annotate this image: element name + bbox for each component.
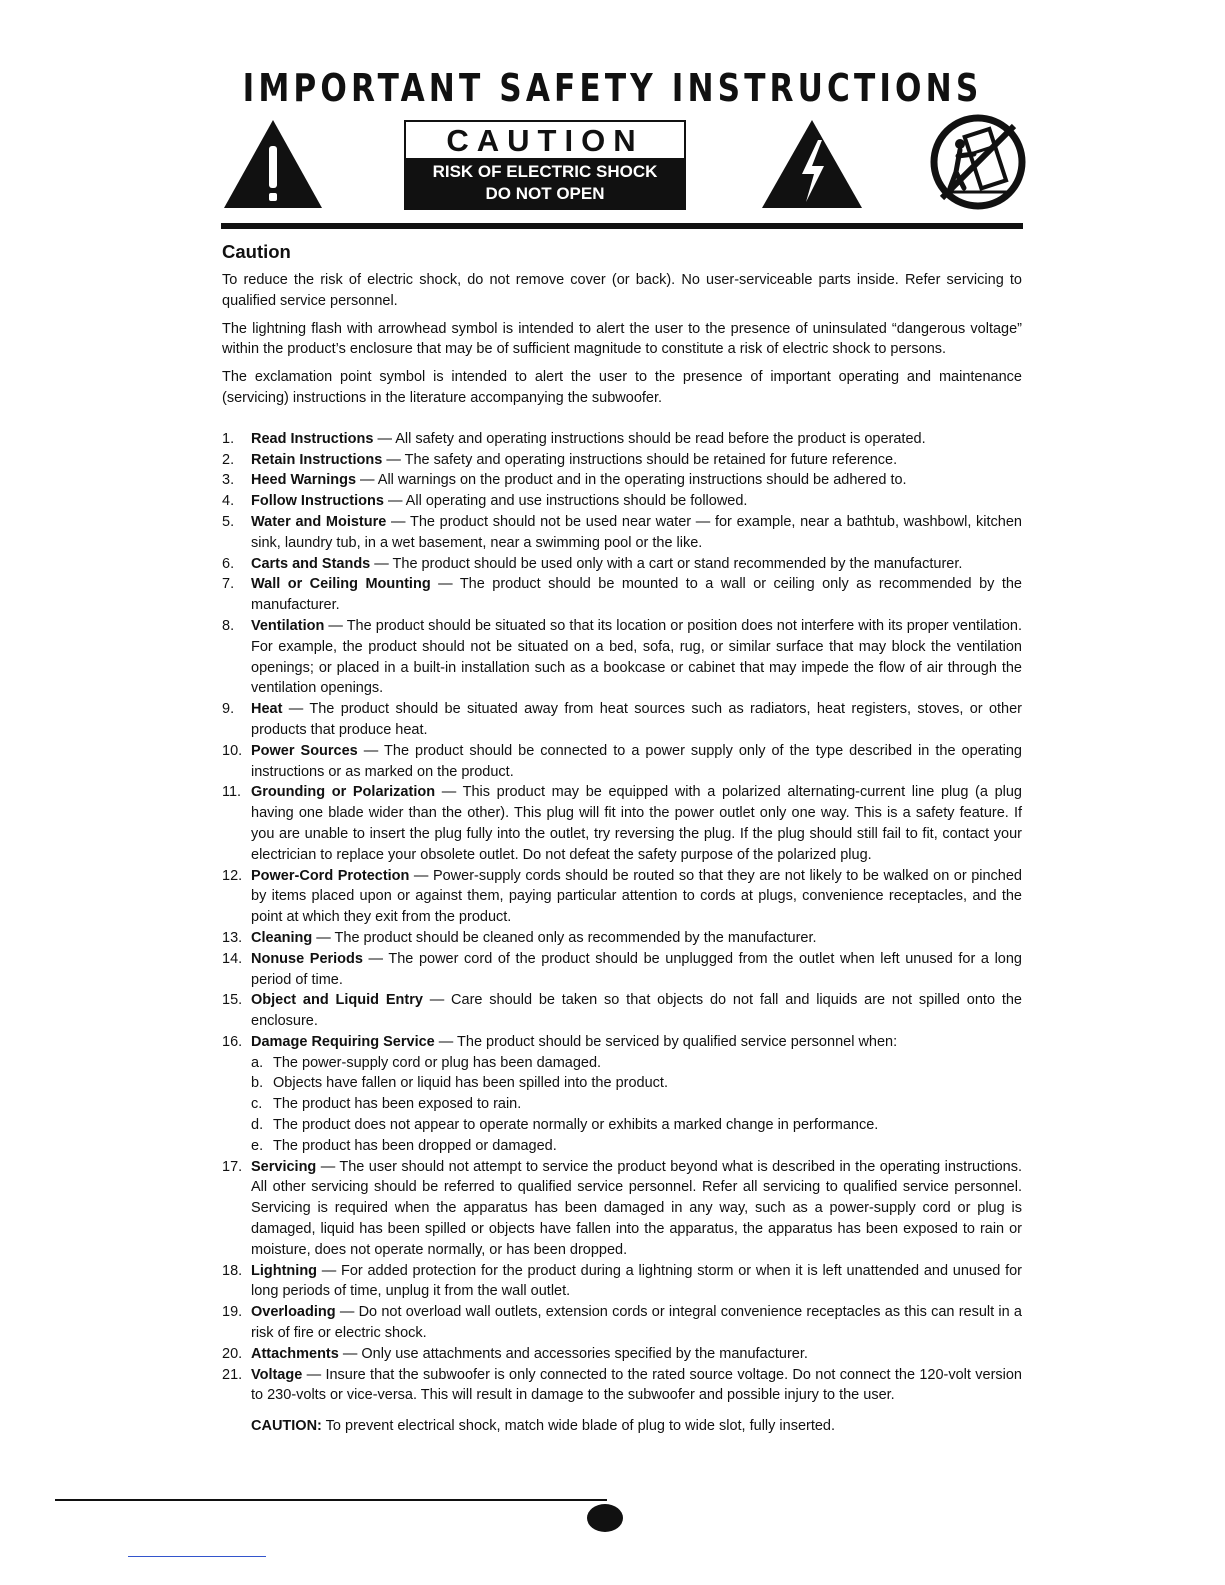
sub-text: Objects have fallen or liquid has been spilled into the product. xyxy=(273,1075,668,1092)
item-number: 6. xyxy=(222,555,235,572)
caution-paragraph: To reduce the risk of electric shock, do not remove cover (or back). No user-serviceable parts inside. Refer servicing to qualified service personnel. xyxy=(222,272,1022,309)
sub-letter: a. xyxy=(251,1054,264,1071)
item-heading: Heat xyxy=(251,701,283,718)
item-number: 12. xyxy=(222,867,243,884)
item-number: 3. xyxy=(222,472,235,489)
item-number: 10. xyxy=(222,742,243,759)
item-text: — This product may be equipped with a polarized alternating-current line plug (a plug having one blade wider than the other). This plug will fit into the power outlet only one way. This is a safety feature. If you are unable to insert the plug fully into the outlet, try reversing the plug. If the plug should still fail to fit, contact your electrician to replace your obsolete outlet. Do not defeat the safety purpose of the polarized plug. xyxy=(251,784,1022,863)
item-number: 8. xyxy=(222,617,235,634)
header-rule xyxy=(221,223,1023,229)
item-text: — The safety and operating instructions should be retained for future reference. xyxy=(382,451,898,468)
item-number: 21. xyxy=(222,1366,243,1383)
damage-sublist xyxy=(251,1053,1022,1157)
instruction-item xyxy=(222,699,1022,741)
item-number: 18. xyxy=(222,1262,243,1279)
item-number: 17. xyxy=(222,1158,243,1175)
instruction-item xyxy=(222,616,1022,699)
caution-box xyxy=(404,120,686,210)
item-heading: Servicing xyxy=(251,1158,317,1175)
cart-tipover-icon xyxy=(930,114,1026,210)
item-heading: Follow Instructions xyxy=(251,493,384,510)
caution-word: CAUTION xyxy=(446,123,644,158)
item-text: — The user should not attempt to service the product beyond what is described in the operating instructions. All other servicing should be referred to qualified service personnel. Refer all servicing to qualified service personnel. Servicing is required when the apparatus has been damaged in any way, such as a power-supply cord or plug is damaged, liquid has been spilled or objects have fallen into the apparatus, the apparatus has been exposed to rain or moisture, does not operate normally, or has been dropped. xyxy=(251,1158,1022,1258)
instruction-item xyxy=(222,1302,1022,1344)
instruction-item xyxy=(222,1157,1022,1261)
item-heading: Attachments xyxy=(251,1345,339,1362)
item-number: 20. xyxy=(222,1345,243,1362)
item-number: 4. xyxy=(222,493,235,510)
item-heading: Grounding or Polarization xyxy=(251,784,436,801)
item-heading: Power Sources xyxy=(251,742,358,759)
instruction-item xyxy=(222,1261,1022,1303)
item-number: 16. xyxy=(222,1033,243,1050)
footnote-label: CAUTION: xyxy=(251,1418,322,1435)
item-heading: Damage Requiring Service xyxy=(251,1033,435,1050)
instruction-item xyxy=(222,866,1022,928)
item-text: — The product should be connected to a power supply only of the type described in the operating instructions or as marked on the product. xyxy=(251,742,1022,780)
item-heading: Voltage xyxy=(251,1366,303,1383)
instruction-item xyxy=(222,470,1022,491)
item-text: — The power cord of the product should be unplugged from the outlet when left unused for a long period of time. xyxy=(251,950,1022,988)
item-text: — The product should be situated away from heat sources such as radiators, heat registers, stoves, or other products that produce heat. xyxy=(251,701,1022,738)
lightning-warning-icon xyxy=(760,118,864,210)
item-number: 13. xyxy=(222,929,243,946)
item-heading: Nonuse Periods xyxy=(251,950,363,967)
item-number: 11. xyxy=(222,784,242,801)
sub-letter: d. xyxy=(251,1117,264,1134)
item-text: — All operating and use instructions should be followed. xyxy=(383,493,748,510)
item-text: — Do not overload wall outlets, extension cords or integral convenience receptacles as this can result in a risk of fire or electric shock. xyxy=(251,1304,1022,1342)
instruction-item xyxy=(222,429,1022,450)
sub-item xyxy=(251,1073,1022,1094)
item-heading: Water and Moisture xyxy=(251,513,387,530)
exclamation-warning-icon xyxy=(222,118,324,210)
sub-text: The product has been dropped or damaged. xyxy=(273,1137,557,1154)
item-text: — Only use attachments and accessories specified by the manufacturer. xyxy=(338,1345,808,1362)
item-number: 14. xyxy=(222,950,243,967)
item-text: — Power-supply cords should be routed so that they are not likely to be walked on or pinched by items placed upon or against them, paying particular attention to cords at plugs, convenience receptacles, and the point at which they exit from the product. xyxy=(251,867,1022,926)
item-number: 2. xyxy=(222,451,235,468)
sub-item xyxy=(251,1115,1022,1136)
instruction-item xyxy=(222,928,1022,949)
caution-footnote xyxy=(222,1416,1022,1437)
page-title: IMPORTANT SAFETY INSTRUCTIONS xyxy=(242,66,983,110)
item-number: 5. xyxy=(222,513,235,530)
instruction-item xyxy=(222,512,1022,554)
sub-text: The product does not appear to operate normally or exhibits a marked change in performance. xyxy=(273,1117,879,1134)
item-text: — The product should be situated so that its location or position does not interfere with its proper ventilation. For example, the product should not be situated on a bed, sofa, rug, or similar surface that may block the ventilation openings; or placed in a built-in installation such as a bookcase or cabinet that may impede the flow of air through the ventilation openings. xyxy=(251,617,1022,697)
item-heading: Object and Liquid Entry xyxy=(251,992,423,1009)
item-heading: Read Instructions xyxy=(251,430,374,447)
item-heading: Heed Warnings xyxy=(251,472,357,489)
instruction-item xyxy=(222,1344,1022,1365)
instruction-item xyxy=(222,574,1022,616)
instruction-item xyxy=(222,949,1022,991)
instruction-item xyxy=(222,1032,1022,1157)
item-text: — All safety and operating instructions should be read before the product is operated. xyxy=(373,430,926,447)
instruction-item xyxy=(222,741,1022,783)
instruction-item xyxy=(222,782,1022,865)
item-text: — The product should be mounted to a wall or ceiling only as recommended by the manufacturer. xyxy=(251,576,1022,614)
caution-heading: Caution xyxy=(222,241,291,262)
item-text: — Insure that the subwoofer is only connected to the rated source voltage. Do not connect the 120-volt version to 230-volts or vice-versa. This will result in damage to the subwoofer and possible injury to the user. xyxy=(251,1366,1022,1404)
bottom-link-underline[interactable] xyxy=(128,1556,266,1557)
item-heading: Lightning xyxy=(251,1262,318,1279)
item-heading: Overloading xyxy=(251,1304,336,1321)
item-number: 9. xyxy=(222,701,235,718)
instruction-item xyxy=(222,450,1022,471)
item-text: — For added protection for the product during a lightning storm or when it is left unattended and unused for long periods of time, unplug it from the wall outlet. xyxy=(251,1262,1022,1300)
item-heading: Carts and Stands xyxy=(251,555,371,572)
caution-band xyxy=(406,158,684,208)
caution-paragraph: The exclamation point symbol is intended to alert the user to the presence of important operating and maintenance (servicing) instructions in the literature accompanying the subwoofer. xyxy=(222,369,1022,406)
item-text: — The product should be serviced by qualified service personnel when: xyxy=(434,1033,898,1050)
instruction-item xyxy=(222,491,1022,512)
item-number: 15. xyxy=(222,992,243,1009)
item-number: 7. xyxy=(222,576,235,593)
item-number: 1. xyxy=(222,430,235,447)
sub-letter: c. xyxy=(251,1096,263,1113)
instruction-item xyxy=(222,554,1022,575)
sub-item xyxy=(251,1136,1022,1157)
item-heading: Power-Cord Protection xyxy=(251,867,410,884)
sub-text: The power-supply cord or plug has been damaged. xyxy=(273,1054,602,1071)
item-text: — All warnings on the product and in the operating instructions should be adhered to. xyxy=(356,472,907,489)
item-heading: Cleaning xyxy=(251,929,313,946)
caution-paragraph: The lightning flash with arrowhead symbol is intended to alert the user to the presence of uninsulated “dangerous voltage” within the product’s enclosure that may be of sufficient magnitude to constitute a risk of electric shock to persons. xyxy=(222,320,1022,358)
item-text: — The product should be cleaned only as recommended by the manufacturer. xyxy=(312,929,817,946)
item-text: — The product should not be used near water — for example, near a bathtub, washbowl, kitchen sink, laundry tub, in a wet basement, near a swimming pool or the like. xyxy=(251,513,1022,551)
instructions-list xyxy=(222,429,1022,1406)
page-marker-dot xyxy=(587,1504,623,1532)
item-text: — The product should be used only with a cart or stand recommended by the manufacturer. xyxy=(370,555,963,572)
item-heading: Wall or Ceiling Mounting xyxy=(251,576,431,593)
caution-line-2: DO NOT OPEN xyxy=(485,184,605,203)
sub-text: The product has been exposed to rain. xyxy=(273,1096,522,1113)
sub-letter: b. xyxy=(251,1075,264,1092)
sub-letter: e. xyxy=(251,1137,264,1154)
instruction-item xyxy=(222,990,1022,1032)
footnote-text: To prevent electrical shock, match wide blade of plug to wide slot, fully inserted. xyxy=(321,1418,836,1435)
content xyxy=(222,240,1022,1444)
instruction-item xyxy=(222,1365,1022,1407)
item-heading: Ventilation xyxy=(251,617,325,634)
item-text: — Care should be taken so that objects do not fall and liquids are not spilled onto the enclosure. xyxy=(251,992,1022,1030)
item-heading: Retain Instructions xyxy=(251,451,383,468)
footer-rule xyxy=(55,1499,607,1501)
sub-item xyxy=(251,1094,1022,1115)
caution-line-1: RISK OF ELECTRIC SHOCK xyxy=(432,162,658,181)
item-number: 19. xyxy=(222,1304,243,1321)
sub-item xyxy=(251,1053,1022,1074)
